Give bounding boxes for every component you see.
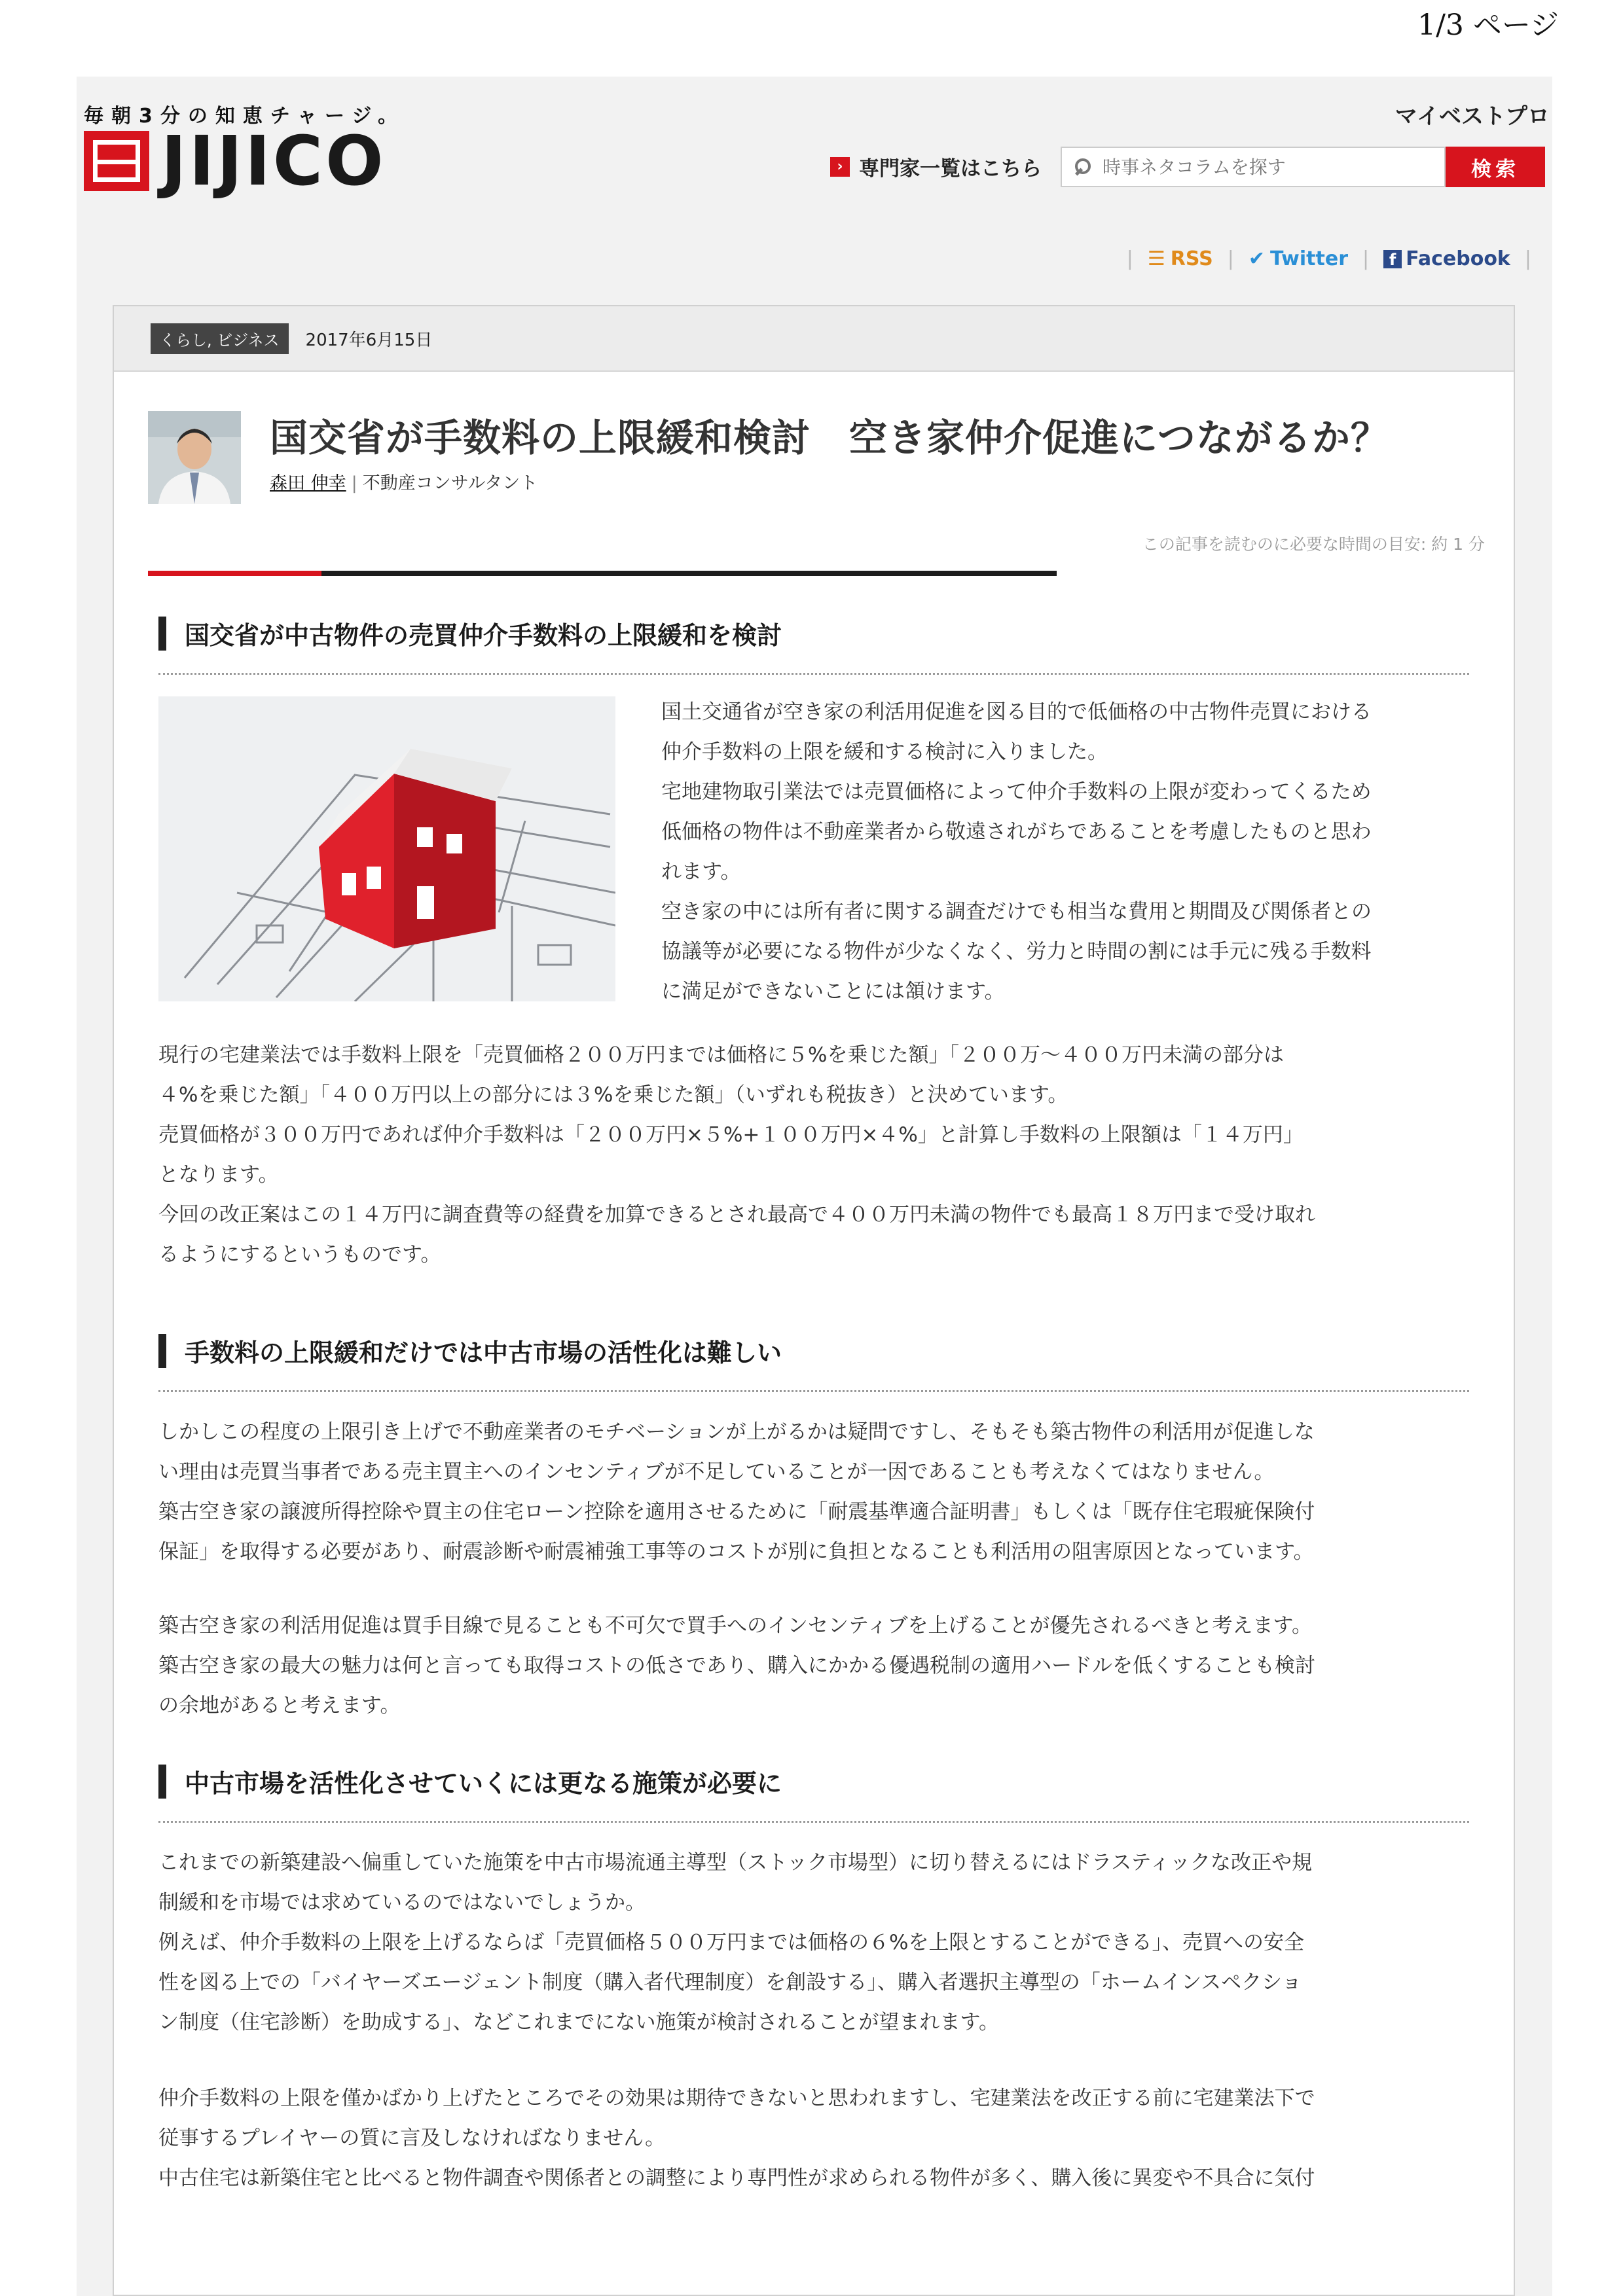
dotted-divider [158, 673, 1469, 675]
rss-link[interactable] [1148, 247, 1213, 270]
paragraph-line: 今回の改正案はこの１４万円に調査費等の経費を加算できるとされ最高で４００万円未満の物件でも最高１８万円まで受け取れ [158, 1203, 1315, 1227]
search-input[interactable] [1101, 156, 1431, 179]
article-meta-bar [114, 306, 1514, 372]
paragraph-line: 制緩和を市場では求めているのではないでしょうか。 [158, 1891, 646, 1914]
paragraph-line: 協議等が必要になる物件が少なくなく、労力と時間の割には手元に残る手数料 [661, 940, 1372, 963]
site-logo[interactable] [84, 121, 386, 201]
paragraph-line: 国土交通省が空き家の利活用促進を図る目的で低価格の中古物件売買における [661, 700, 1372, 724]
expert-list-link[interactable] [830, 152, 1042, 181]
section-1-body [158, 1035, 1481, 1275]
paragraph-line: となります。 [158, 1163, 279, 1187]
author-avatar[interactable] [148, 411, 241, 504]
logo-mark-icon [84, 131, 149, 191]
paragraph-line: に満足ができないことには頷けます。 [661, 980, 1005, 1003]
divider: | [1227, 247, 1234, 270]
logo-text: JIJICO [161, 121, 386, 201]
paragraph-line: 現行の宅建業法では手数料上限を「売買価格２００万円までは価格に５%を乗じた額」「２００万〜４００万円未満の部分は [158, 1043, 1284, 1067]
category-badge[interactable]: くらし, ビジネス [151, 323, 289, 354]
paragraph-line: 中古住宅は新築住宅と比べると物件調査や関係者との調整により専門性が求められる物件が多く、購入後に異変や不具合に気付 [158, 2166, 1315, 2190]
article-photo [158, 696, 615, 1001]
page-indicator: 1/3 ページ [1417, 9, 1559, 42]
twitter-bird-icon: ✔ [1248, 247, 1266, 270]
search-box[interactable] [1061, 147, 1446, 187]
expert-list-label: 専門家一覧はこちら [859, 157, 1042, 181]
section-2-para-1 [158, 1412, 1481, 1572]
section-2-para-2 [158, 1606, 1481, 1726]
paragraph-line: 空き家の中には所有者に関する調査だけでも相当な費用と期間及び関係者との [661, 900, 1372, 924]
divider: | [351, 473, 357, 493]
section-3-para-1 [158, 1843, 1481, 2043]
site-tagline: 毎朝3分の知恵チャージ。 [84, 105, 405, 128]
article-date: 2017年6月15日 [305, 330, 433, 350]
facebook-label: Facebook [1406, 247, 1510, 270]
paragraph-line: 仲介手数料の上限を緩和する検討に入りました。 [661, 740, 1108, 764]
mybestpro-logo[interactable]: マイベストプロ [1395, 103, 1550, 130]
article-card [113, 305, 1515, 2296]
dotted-divider [158, 1821, 1469, 1823]
divider: | [1362, 247, 1370, 270]
read-time: この記事を読むのに必要な時間の目安: 約 1 分 [1142, 535, 1485, 554]
section-heading-2: 手数料の上限緩和だけでは中古市場の活性化は難しい [158, 1333, 782, 1369]
article-title: 国交省が手数料の上限緩和検討 空き家仲介促進につながるか？ [270, 416, 1389, 460]
author-role: 不動産コンサルタント [362, 473, 538, 493]
paragraph-line: 例えば、仲介手数料の上限を上げるならば「売買価格５００万円までは価格の６%を上限とすることができる」、売買への安全 [158, 1931, 1304, 1954]
paragraph-line: い理由は売買当事者である売主買主へのインセンティブが不足していることが一因であることも考えなくてはなりません。 [158, 1460, 1275, 1484]
paragraph-line: 仲介手数料の上限を僅かばかり上げたところでその効果は期待できないと思われますし、宅建業法を改正する前に宅建業法下で [158, 2087, 1315, 2110]
twitter-label: Twitter [1270, 247, 1349, 270]
facebook-icon: f [1383, 250, 1402, 268]
search-button[interactable]: 検索 [1446, 147, 1545, 187]
paragraph-line: 宅地建物取引業法では売買価格によって仲介手数料の上限が変わってくるため [661, 780, 1372, 804]
paragraph-line: 性を図る上での「バイヤーズエージェント制度（購入者代理制度）を創設する」、購入者選択主導型の「ホームインスペクショ [158, 1971, 1302, 1994]
paragraph-line: しかしこの程度の上限引き上げで不動産業者のモチベーションが上がるかは疑問ですし、そもそも築古物件の利活用が促進しな [158, 1420, 1315, 1444]
paragraph-line: 築古空き家の譲渡所得控除や買主の住宅ローン控除を適用させるために「耐震基準適合証明書」もしくは「既存住宅瑕疵保険付 [158, 1500, 1315, 1524]
section-heading-3: 中古市場を活性化させていくには更なる施策が必要に [158, 1763, 782, 1799]
paragraph-line: 築古空き家の最大の魅力は何と言っても取得コストの低さであり、購入にかかる優遇税制の適用ハードルを低くすることも検討 [158, 1654, 1315, 1677]
paragraph-line: るようにするというものです。 [158, 1243, 441, 1266]
author-line [270, 469, 538, 494]
section-heading-1: 国交省が中古物件の売買仲介手数料の上限緩和を検討 [158, 615, 782, 651]
paragraph-line: ン制度（住宅診断）を助成する」、などこれまでにない施策が検討されることが望まれます。 [158, 2011, 1000, 2034]
paragraph-line: 保証」を取得する必要があり、耐震診断や耐震補強工事等のコストが別に負担となることも利活用の阻害原因となっています。 [158, 1540, 1314, 1564]
paragraph-line: 低価格の物件は不動産業者から敬遠されがちであることを考慮したものと思わ [661, 820, 1372, 844]
title-rule-accent [148, 571, 321, 576]
social-links [1112, 247, 1546, 270]
paragraph-line: の余地があると考えます。 [158, 1694, 401, 1717]
rss-label: RSS [1170, 247, 1213, 270]
divider: | [1126, 247, 1133, 270]
paragraph-line: これまでの新築建設へ偏重していた施策を中古市場流通主導型（ストック市場型）に切り替えるにはドラスティックな改正や規 [158, 1851, 1313, 1874]
paragraph-line: 従事するプレイヤーの質に言及しなければなりません。 [158, 2126, 666, 2150]
paragraph-line: れます。 [661, 860, 741, 884]
facebook-link[interactable] [1383, 247, 1510, 270]
paragraph-line: ４%を乗じた額」「４００万円以上の部分には３%を乗じた額」（いずれも税抜き）と決めています。 [158, 1083, 1068, 1107]
twitter-link[interactable] [1249, 247, 1348, 270]
dotted-divider [158, 1390, 1469, 1392]
divider: | [1524, 247, 1531, 270]
rss-icon: ☰ [1147, 247, 1165, 270]
paragraph-line: 売買価格が３００万円であれば仲介手数料は「２００万円×５%+１００万円×４%」と計算し手数料の上限額は「１４万円」 [158, 1123, 1304, 1147]
paragraph-line: 築古空き家の利活用促進は買手目線で見ることも不可欠で買手へのインセンティブを上げることが優先されるべきと考えます。 [158, 1614, 1313, 1638]
section-1-intro [661, 692, 1467, 1012]
section-3-para-2 [158, 2079, 1481, 2198]
chevron-right-icon: › [830, 157, 850, 177]
title-rule [148, 571, 1057, 576]
author-name-link[interactable]: 森田 伸幸 [270, 473, 346, 493]
search-icon [1075, 158, 1092, 175]
